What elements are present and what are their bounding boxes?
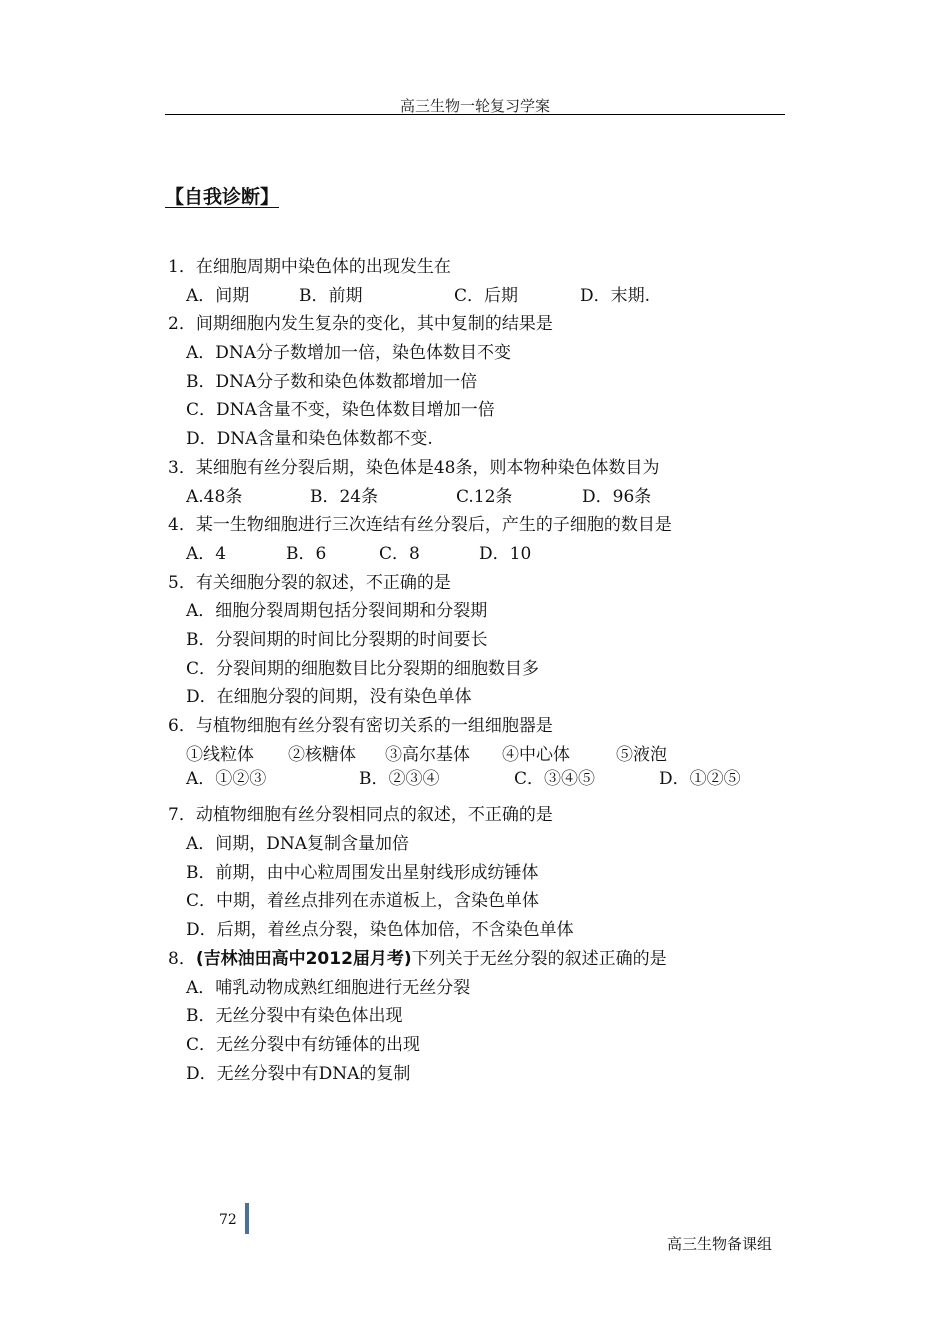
option: B．24条 bbox=[310, 486, 379, 507]
question-number: 8． bbox=[168, 948, 196, 969]
organelle-item: ③高尔基体 bbox=[385, 744, 470, 765]
option: A．细胞分裂周期包括分裂间期和分裂期 bbox=[186, 601, 488, 622]
question-stem-3: 3．某细胞有丝分裂后期，染色体是48条，则本物种染色体数目为 bbox=[168, 457, 660, 478]
option: C．③④⑤ bbox=[514, 768, 596, 789]
option: A.48条 bbox=[186, 486, 243, 507]
spacer bbox=[168, 793, 788, 801]
option: C．无丝分裂中有纺锤体的出现 bbox=[186, 1034, 421, 1055]
page-number-bar bbox=[245, 1203, 249, 1234]
option: A．哺乳动物成熟红细胞进行无丝分裂 bbox=[186, 977, 471, 998]
question-options-1 bbox=[168, 282, 788, 311]
option: A．间期，DNA复制含量加倍 bbox=[186, 834, 410, 855]
question-options-4 bbox=[168, 540, 788, 569]
option: B．分裂间期的时间比分裂期的时间要长 bbox=[186, 629, 488, 650]
option: B．无丝分裂中有染色体出现 bbox=[186, 1006, 403, 1027]
option: A．4 bbox=[186, 543, 227, 564]
organelle-item: ④中心体 bbox=[502, 744, 570, 765]
option: B．前期 bbox=[299, 285, 363, 306]
question-stem-7: 7．动植物细胞有丝分裂相同点的叙述，不正确的是 bbox=[168, 805, 553, 826]
option: B．DNA分子数和染色体数都增加一倍 bbox=[186, 371, 478, 392]
question-stem-8 bbox=[168, 945, 788, 974]
question-options-3 bbox=[168, 483, 788, 512]
question-options-6 bbox=[168, 765, 788, 794]
option: C.12条 bbox=[456, 486, 513, 507]
option: D．①②⑤ bbox=[659, 768, 741, 789]
header-rule bbox=[165, 114, 785, 115]
question-stem-1: 1．在细胞周期中染色体的出现发生在 bbox=[168, 257, 451, 277]
question-list bbox=[168, 253, 788, 1088]
organelle-item: ⑤液泡 bbox=[616, 744, 667, 765]
question-stem-4: 4．某一生物细胞进行三次连结有丝分裂后，产生的子细胞的数目是 bbox=[168, 515, 672, 536]
option: D．96条 bbox=[582, 486, 652, 507]
option: A．①②③ bbox=[186, 768, 267, 789]
option: D．无丝分裂中有DNA的复制 bbox=[186, 1063, 411, 1084]
option: D．在细胞分裂的间期，没有染色单体 bbox=[186, 687, 472, 708]
organelle-item: ②核糖体 bbox=[288, 744, 356, 765]
section-title: 【自我诊断】 bbox=[165, 186, 280, 208]
option: B．前期，由中心粒周围发出星射线形成纺锤体 bbox=[186, 862, 539, 883]
question-text: 下列关于无丝分裂的叙述正确的是 bbox=[411, 948, 667, 969]
page-number: 72 bbox=[219, 1212, 237, 1228]
option: A．DNA分子数增加一倍，染色体数目不变 bbox=[186, 343, 512, 364]
organelle-item: ①线粒体 bbox=[186, 744, 254, 765]
question-stem-6: 6．与植物细胞有丝分裂有密切关系的一组细胞器是 bbox=[168, 716, 553, 736]
option: D．10 bbox=[479, 543, 532, 564]
option: A．间期 bbox=[186, 285, 250, 306]
footer-group: 高三生物备课组 bbox=[667, 1235, 773, 1253]
option: D．后期，着丝点分裂，染色体加倍，不含染色单体 bbox=[186, 920, 574, 941]
page-header-title: 高三生物一轮复习学案 bbox=[399, 97, 550, 115]
question-stem-2: 2．间期细胞内发生复杂的变化，其中复制的结果是 bbox=[168, 314, 553, 335]
option: C．中期，着丝点排列在赤道板上，含染色单体 bbox=[186, 891, 540, 912]
question-source: (吉林油田高中2012届月考) bbox=[195, 948, 412, 969]
option: D．末期. bbox=[580, 285, 651, 306]
option: C．DNA含量不变，染色体数目增加一倍 bbox=[186, 400, 495, 421]
option: C．分裂间期的细胞数目比分裂期的细胞数目多 bbox=[186, 658, 540, 679]
option: D．DNA含量和染色体数都不变. bbox=[186, 429, 433, 450]
organelle-list bbox=[168, 741, 788, 765]
option: B．②③④ bbox=[359, 768, 440, 789]
option: B．6 bbox=[286, 543, 327, 564]
option: C．8 bbox=[379, 543, 420, 564]
question-stem-5: 5．有关细胞分裂的叙述，不正确的是 bbox=[168, 572, 451, 593]
option: C．后期 bbox=[454, 285, 519, 306]
